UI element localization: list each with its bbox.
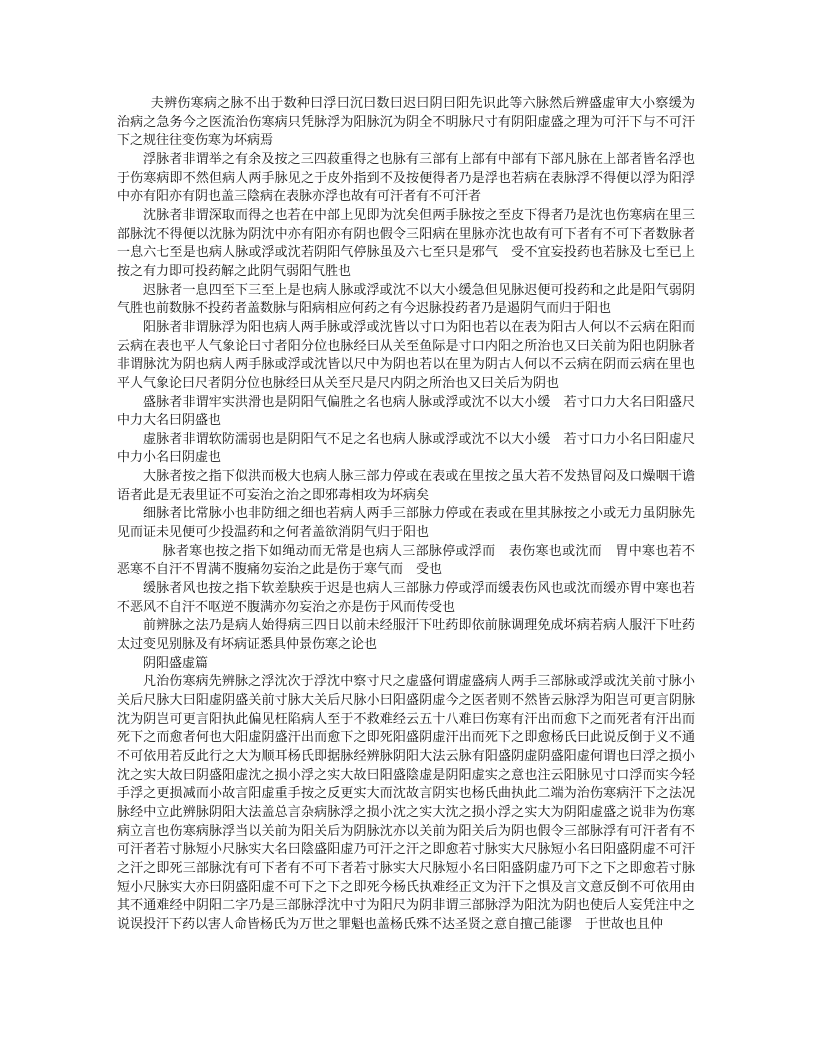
paragraph-tight-pulse: 脉者寒也按之指下如绳动而无常是也病人三部脉停或浮而 表伤寒也或沈而 胃中寒也若不恶寒不自汗不胃满不腹痛勿妄治之此是伤于寒气而 受也 xyxy=(117,543,695,578)
section-heading: 阴阳盛虚篇 xyxy=(143,655,209,671)
paragraph-excess-pulse: 盛脉者非谓牢实洪滑也是阴阳气偏胜之名也病人脉或浮或沈不以大小缓 若寸口力大名曰阳盛尺中力大名曰阴盛也 xyxy=(117,394,695,429)
paragraph-large-pulse: 大脉者按之指下似洪而极大也病人脉三部力停或在表或在里按之虽大若不发热冒闷及口燥咽干谵语者此是无表里证不可妄治之治之即邪毒相攻为坏病矣 xyxy=(117,469,695,503)
document-page xyxy=(117,95,695,935)
paragraph-moderate-pulse: 缓脉者风也按之指下软差駃疾于迟是也病人三部脉力停或浮而缓表伤风也或沈而缓亦胃中寒也若不恶风不自汗不呕逆不腹满亦勿妄治之亦是伤于风而传受也 xyxy=(117,581,695,615)
paragraph-deficient-pulse: 虚脉者非谓软防濡弱也是阴阳气不足之名也病人脉或浮或沈不以大小缓 若寸口力小名曰阳虚尺中力小名曰阴虚也 xyxy=(117,431,695,466)
paragraph-pulse-method: 前辨脉之法乃是病人始得病三四日以前未经服汗下吐药即依前脉调理免成坏病若病人服汗下吐药太过变见别脉及有坏病证悉具仲景伤寒之论也 xyxy=(117,618,695,653)
paragraph-yin-yang-excess-deficiency: 凡治伤寒病先辨脉之浮沈次于浮沈中察寸尺之虚盛何谓虚盛病人两手三部脉或浮或沈关前寸脉小关后尺脉大曰阳虚阴盛关前寸脉大关后尺脉小曰阳盛阴虚今之医者则不然皆云脉浮为阳岂可更言阴脉沈为阴岂可更言阳执此偏见枉陷病人至于不救难经云五十八难曰伤寒有汗出而愈下之而死者有汗出而死下之而愈者何也大阳虚阴盛汗出而愈下之即死阳盛阴虚汗出而死下之即愈杨氏曰此说反倒于义不通不可依用若反此行之大为顺耳杨氏即据脉经辨脉阴阳大法云脉有阳盛阴虚阴盛阳虚何谓也曰浮之损小沈之实大故曰阴盛阳虚沈之损小浮之实大故曰阳盛陰虚是阴阳虚实之意也注云阳脉见寸口浮而实今轻手浮之更损减而小故言阳虚重手按之反更实大而沈故言阴实也杨氏曲执此二端为治伤寒病汗下之法况脉经中立此辨脉阴阳大法盖总言杂病脉浮之损小沈之实大沈之损小浮之实大为阴阳虚盛之说非为伤寒病立言也伤寒病脉浮当以关前为阳关后为阴脉沈亦以关前为阳关后为阴也假令三部脉浮有可汗者有不可汗者若寸脉短小尺脉实大名曰陰盛阳虚乃可汗之汗之即愈若寸脉实大尺脉短小名曰阳盛阴虚不可汗之汗之即死三部脉沈有可下者有不可下者若寸脉实大尺脉短小名曰阳盛阴虚乃可下之下之即愈若寸脉短小尺脉实大亦曰阴盛阳虚不可下之下之即死今杨氏执难经正文为汗下之惧及言文意反倒不可依用由其不通难经中阴阳二字乃是三部脉浮沈中寸为阳尺为阴非谓三部脉浮为阳沈为阴也使后人妄凭注中之说误投汗下药以害人命皆杨氏为万世之罪魁也盖杨氏殊不达圣贤之意自擅己能谬 于世故也且仲 xyxy=(117,674,695,932)
paragraph-thin-pulse: 细脉者比常脉小也非防细之细也若病人两手三部脉力停或在表或在里其脉按之小或无力虽阴脉先见而证未见便可少投温药和之何者盖欲消阴气归于阳也 xyxy=(117,506,695,541)
paragraph-deep-pulse: 沈脉者非谓深取而得之也若在中部上见即为沈矣但两手脉按之至皮下得者乃是沈也伤寒病在里三部脉沈不得便以沈脉为阴沈中亦有阳亦有阴也假令三阳病在里脉亦沈也故有可下者有不可下者数脉者一息六七至是也病人脉或浮或沈若阴阳气停脉虽及六七至只是邪气 受不宜妄投药也若脉及七至已上按之有力即可投药解之此阴气弱阳气胜也 xyxy=(117,207,695,279)
paragraph-floating-pulse: 浮脉者非谓举之有余及按之三四菽重得之也脉有三部有上部有中部有下部凡脉在上部者皆名浮也于伤寒病即不然但病人两手脉见之于皮外指到不及按便得者乃是浮也若病在表脉浮不得便以浮为阳浮中亦有阳亦有阴也盖三陰病在表脉亦浮也故有可汗者有不可汗者 xyxy=(117,151,695,205)
paragraph-slow-pulse: 迟脉者一息四至下三至上是也病人脉或浮或沈不以大小缓急但见脉迟便可投药和之此是阳气弱阴气胜也前数脉不投药者盖数脉与阳病相应何药之有今迟脉投药者乃是遏阴气而归于阳也 xyxy=(117,282,695,317)
paragraph-yang-yin-pulse: 阳脉者非谓脉浮为阳也病人两手脉或浮或沈皆以寸口为阳也若以在表为阳古人何以不云病在阳而云病在表也平人气象论曰寸者阳分位也脉经曰从关至鱼际是寸口内阳之所治也又曰关前为阳也阴脉者非谓脉沈为阴也病人两手脉或浮或沈皆以尺中为阴也若以在里为阴古人何以不云病在阴而云病在里也平人气象论曰尺者阴分位也脉经曰从关至尺是尺内阴之所治也又曰关后为阴也 xyxy=(117,319,695,391)
paragraph-intro: 夫辨伤寒病之脉不出于数种曰浮曰沉曰数曰迟曰阴曰阳先识此等六脉然后辨盛虚审大小察缓为治病之急务今之医流治伤寒病只凭脉浮为阳脉沉为阴全不明脉尺寸有阴阳虚盛之理为可汗下与不可汗下之规往往变伤寒为坏病焉 xyxy=(117,96,695,149)
